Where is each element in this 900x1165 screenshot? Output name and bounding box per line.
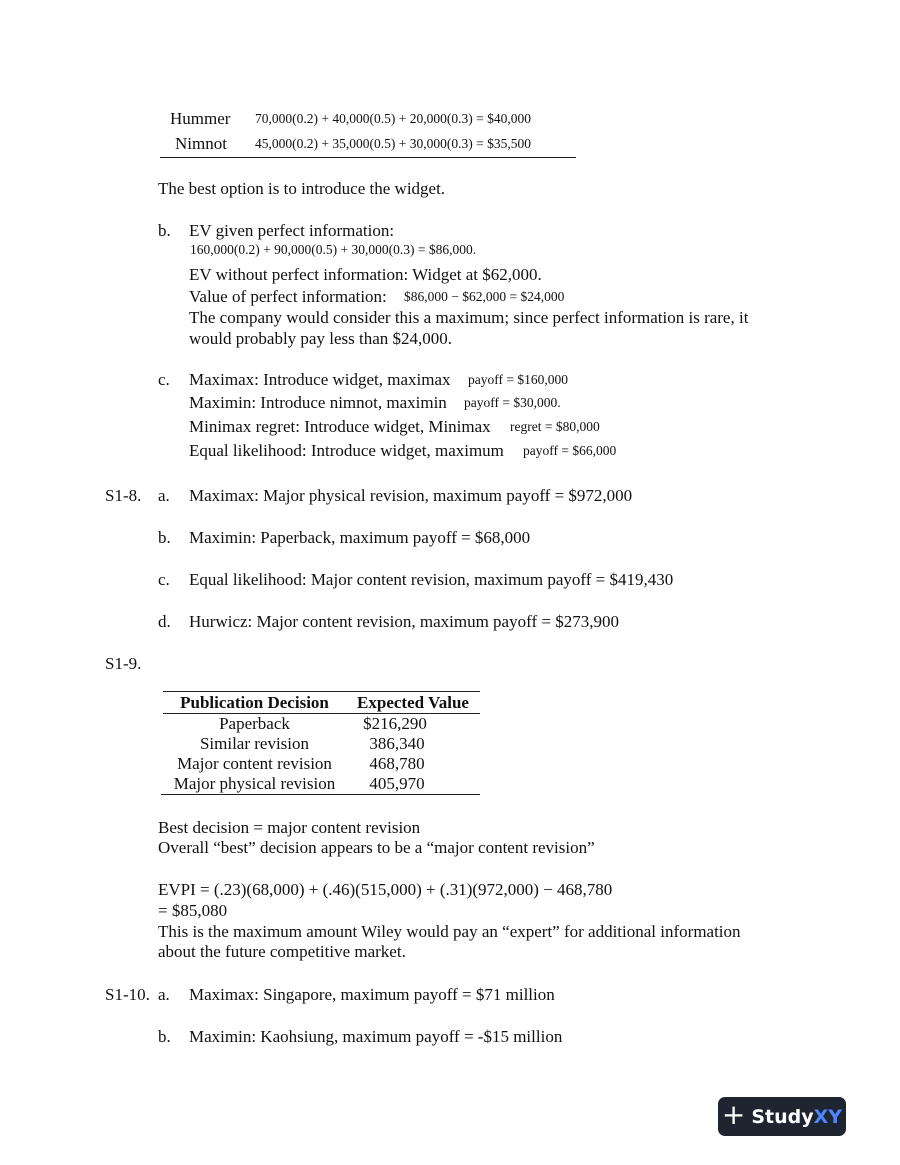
table-row-label: Hummer [170, 109, 231, 128]
problem-label-s1-8: S1-8. [105, 486, 142, 505]
vpi-label: Value of perfect information: [189, 287, 387, 306]
criterion-math: regret = $80,000 [510, 419, 600, 434]
studyxy-logo [718, 1097, 846, 1136]
vpi-note-line1: The company would consider this a maximum; since perfect information is rare, it [189, 308, 749, 327]
ev-without-text: EV without perfect information: Widget at $62,000. [189, 265, 542, 284]
table-row-formula: 70,000(0.2) + 40,000(0.5) + 20,000(0.3) = $40,000 [255, 111, 531, 126]
item-marker: a. [158, 985, 170, 1004]
item-text: Maximin: Paperback, maximum payoff = $68,000 [189, 528, 531, 547]
ev-perfect-formula: 160,000(0.2) + 90,000(0.5) + 30,000(0.3) = $86,000. [190, 242, 477, 257]
table-row-label: Nimnot [175, 134, 227, 153]
table-cell-decision: Major content revision [177, 754, 332, 773]
vpi-note-line2: would probably pay less than $24,000. [189, 329, 452, 348]
logo-wordmark [751, 1106, 842, 1128]
table-rule [160, 157, 576, 158]
logo-text-main: Study [751, 1105, 814, 1128]
table-header-value: Expected Value [357, 693, 469, 712]
plus-icon: + [721, 1098, 746, 1131]
evpi-note-line1: This is the maximum amount Wiley would pay an “expert” for additional information [158, 922, 741, 941]
table-bottom-rule [161, 794, 480, 795]
evpi-line1: EVPI = (.23)(68,000) + (.46)(515,000) + (.31)(972,000) − 468,780 [158, 880, 613, 899]
ev-perfect-label: EV given perfect information: [189, 221, 395, 240]
table-cell-value: $216,290 [363, 714, 427, 733]
overall-best-text: Overall “best” decision appears to be a “major content revision” [158, 838, 595, 857]
item-marker: c. [158, 570, 170, 589]
criterion-math: payoff = $160,000 [468, 372, 568, 387]
criterion-text: Minimax regret: Introduce widget, Minimax [189, 417, 491, 436]
item-text: Maximax: Major physical revision, maximum payoff = $972,000 [189, 486, 633, 505]
criterion-math: payoff = $66,000 [523, 443, 617, 458]
table-cell-value: 405,970 [369, 774, 425, 793]
item-text: Equal likelihood: Major content revision, maximum payoff = $419,430 [189, 570, 674, 589]
table-cell-decision: Similar revision [199, 734, 310, 753]
item-marker: a. [158, 486, 170, 505]
table-cell-value: 386,340 [369, 734, 425, 753]
criterion-math: payoff = $30,000. [464, 395, 561, 410]
table-top-rule [163, 691, 480, 692]
item-marker: b. [158, 1027, 171, 1046]
vpi-formula: $86,000 − $62,000 = $24,000 [404, 289, 565, 304]
table-cell-value: 468,780 [369, 754, 425, 773]
item-marker: b. [158, 528, 171, 547]
best-decision-text: Best decision = major content revision [158, 818, 421, 837]
table-cell-decision: Paperback [219, 714, 290, 733]
part-c-marker: c. [158, 370, 170, 389]
item-text: Hurwicz: Major content revision, maximum payoff = $273,900 [189, 612, 619, 631]
item-text: Maximax: Singapore, maximum payoff = $71 million [189, 985, 555, 1004]
evpi-line2: = $85,080 [158, 901, 228, 920]
problem-label-s1-10: S1-10. [105, 985, 150, 1004]
table-cell-decision: Major physical revision [173, 774, 336, 793]
item-marker: d. [158, 612, 171, 631]
logo-text-accent: XY [813, 1105, 843, 1128]
best-option-text: The best option is to introduce the widget. [158, 179, 446, 198]
table-row-formula: 45,000(0.2) + 35,000(0.5) + 30,000(0.3) = $35,500 [255, 136, 531, 151]
problem-label-s1-9: S1-9. [105, 654, 142, 673]
criterion-text: Maximax: Introduce widget, maximax [189, 370, 451, 389]
item-text: Maximin: Kaohsiung, maximum payoff = -$15 million [189, 1027, 563, 1046]
evpi-note-line2: about the future competitive market. [158, 942, 406, 961]
criterion-text: Equal likelihood: Introduce widget, maximum [189, 441, 504, 460]
criterion-text: Maximin: Introduce nimnot, maximin [189, 393, 447, 412]
part-b-marker: b. [158, 221, 171, 240]
table-header-decision: Publication Decision [180, 693, 329, 712]
